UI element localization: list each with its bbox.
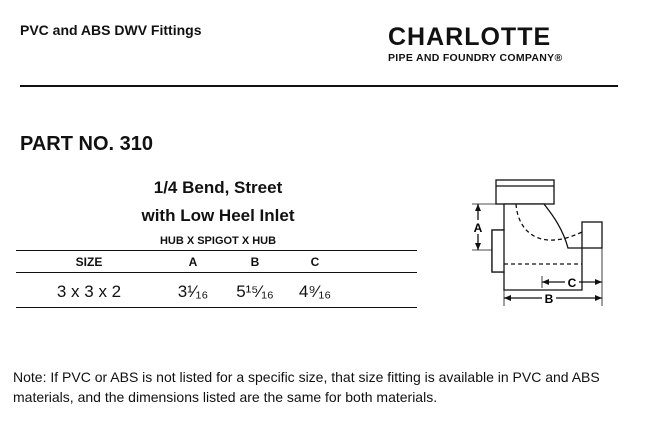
column-header-a: A — [188, 255, 198, 269]
material-note: Note: If PVC or ABS is not listed for a specific size, that size fitting is available in PVC and ABS materials, and the dimensions listed are the same for both materials. — [13, 369, 600, 405]
cell-dimension-a: 3¹⁄₁₆ — [177, 282, 209, 301]
connection-type: HUB X SPIGOT X HUB — [159, 235, 277, 247]
column-header-size: SIZE — [75, 255, 103, 269]
diagram-label-c: C — [567, 276, 577, 290]
logo-subtitle: PIPE AND FOUNDRY COMPANY® — [388, 52, 563, 64]
part-title-line2: with Low Heel Inlet — [141, 206, 295, 225]
table-rule-bottom — [16, 307, 417, 308]
company-logo — [388, 24, 618, 64]
header-divider — [20, 85, 618, 87]
product-category: PVC and ABS DWV Fittings — [20, 22, 202, 38]
cell-dimension-b: 5¹⁵⁄₁₆ — [236, 282, 274, 301]
logo-wordmark: CHARLOTTE — [388, 23, 552, 51]
diagram-label-b: B — [544, 292, 554, 306]
column-header-c: C — [310, 255, 320, 269]
cell-size: 3 x 3 x 2 — [56, 282, 122, 301]
part-number: PART NO. 310 — [20, 133, 153, 155]
fitting-diagram — [460, 172, 610, 312]
table-rule-top — [16, 250, 417, 251]
column-header-b: B — [250, 255, 260, 269]
cell-dimension-c: 4⁹⁄₁₆ — [298, 282, 332, 301]
diagram-label-a: A — [473, 221, 483, 235]
table-rule-header — [16, 272, 417, 273]
part-title-line1: 1/4 Bend, Street — [153, 178, 283, 197]
